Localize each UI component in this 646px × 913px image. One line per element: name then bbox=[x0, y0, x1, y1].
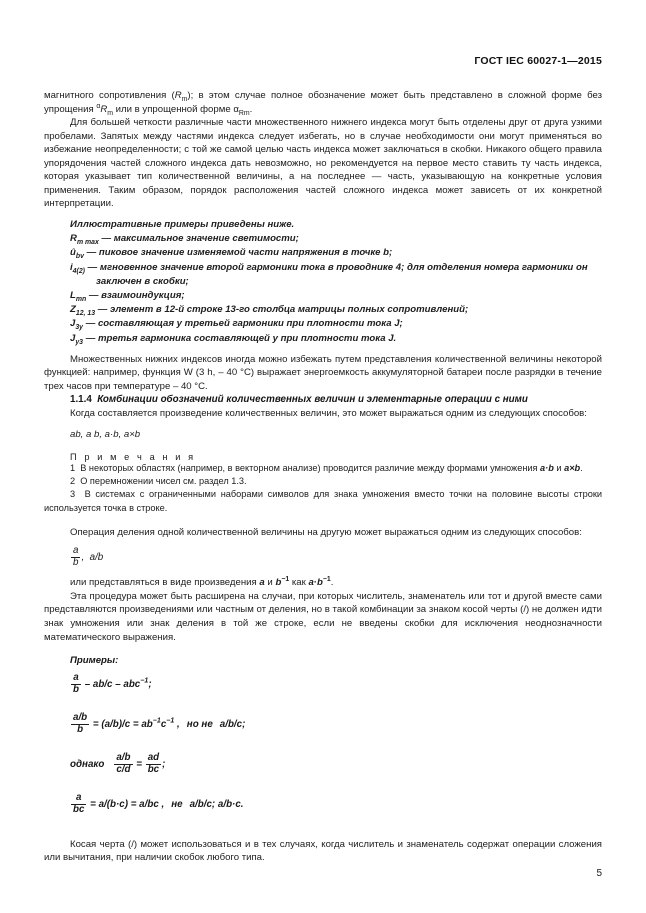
product-forms-line: ab, a b, a·b, a×b bbox=[70, 428, 141, 440]
pis-expr-dot: · bbox=[313, 577, 318, 589]
paragraph-7: Эта процедура может быть расширена на случаи, при которых числитель, знаменатель или тот и другой вместе сами представляются произведениями или частным от деления, но в такой комбинации за знаком косой черты (/) не должен идти знак умножения или знак деления в той же строке, если не введены скобки для исключения неоднозначности математического выражения. bbox=[44, 590, 602, 643]
eq3-numerator: a/b bbox=[116, 751, 131, 763]
paragraph-6: Операция деления одной количественной величины на другую может выражаться одним из следующих способов: bbox=[70, 526, 582, 538]
eq2-numerator: a/b bbox=[73, 712, 88, 723]
example-item bbox=[70, 232, 602, 247]
fraction-numerator: a bbox=[73, 545, 79, 557]
page-content bbox=[44, 55, 602, 865]
section-title: Комбинации обозначений количественных величин и элементарные операции с ними bbox=[97, 394, 528, 406]
example-subscript: bv bbox=[75, 253, 84, 261]
section-number: 1.1.4 bbox=[70, 394, 92, 406]
division-forms-line bbox=[44, 546, 602, 569]
page-number: 5 bbox=[596, 868, 602, 879]
eq4-tail: a/b/c; a/b·c. bbox=[189, 798, 244, 810]
pis-end: . bbox=[330, 577, 334, 589]
note-text: В системах с ограниченными наборами символов для знака умножения вместо точки на половине высоты строки используется точка в строке. bbox=[44, 489, 602, 513]
eq3-numerator-2: ad bbox=[147, 751, 160, 763]
example-subscript: 12, 13 bbox=[75, 310, 96, 318]
eq4-rest: = a/(b·c) = a/bc , bbox=[87, 798, 165, 810]
eq3-fraction-right bbox=[146, 753, 161, 776]
example-symbol: L bbox=[70, 289, 76, 301]
example-text: — элемент в 12-й строке 13-го столбца матрицы полных сопротивлений; bbox=[95, 304, 469, 316]
fraction-denominator: b bbox=[73, 557, 79, 569]
equation-2 bbox=[44, 713, 602, 736]
paragraph-4: Множественных нижних индексов иногда можно избежать путем представления количественной величины некоторой функцией: например, функция W (3 h, – 40 °C) выражает энергоемкость аккумуляторной батареи после разрядки в течение трех часов при температуре – 40 °C. bbox=[44, 353, 602, 392]
example-subscript: m max bbox=[76, 239, 99, 247]
eq2-exponent-1: −1 bbox=[152, 717, 161, 725]
pis-expr-b: b bbox=[317, 577, 323, 589]
note-item bbox=[44, 488, 602, 514]
note-text-post: . bbox=[580, 463, 583, 474]
eq2-rest: = (a/b)/c = ab bbox=[90, 718, 153, 730]
note-number: 2 bbox=[70, 476, 76, 487]
eq1-numerator: a bbox=[73, 672, 79, 684]
eq1-rest: – ab/c – abc bbox=[81, 678, 141, 690]
p1-sub-Rm: Rm bbox=[238, 109, 250, 117]
examples-intro: Иллюстративные примеры приведены ниже. bbox=[70, 218, 295, 230]
example-item bbox=[70, 303, 602, 318]
paragraph-2: Для большей четкости различные части множественного нижнего индекса могут быть отделены друг от друга узкими пробелами. Запятых между частями индекса следует избегать, но в случае необходимости они могут применяться во избежание неопределенности; с той же самой целью часть индекса может заключаться в скобки. Никакого общего правила упорядочения частей сложного индекса дать невозможно, но рекомендуется на первое место ставить ту часть индекса, которая указывает тип количественной величины, а на последнее — часть, указывающую на конкретные условия применения. Таким образом, порядок расположения частей сложного индекса может зависеть от их конкретной интерпретации. bbox=[44, 117, 602, 210]
note-item bbox=[44, 462, 602, 475]
example-symbol: Z bbox=[70, 304, 76, 316]
note-conj: и bbox=[553, 463, 565, 474]
example-subscript: mn bbox=[75, 295, 87, 303]
example-symbol: J bbox=[70, 332, 76, 344]
p1-text-a: магнитного сопротивления ( bbox=[44, 90, 175, 101]
pis-b-exp: −1 bbox=[281, 576, 290, 584]
eq4-note: не bbox=[171, 798, 183, 810]
eq2-exponent-2: −1 bbox=[166, 717, 175, 725]
pis-b: b bbox=[275, 577, 282, 589]
example-symbol: J bbox=[70, 318, 76, 330]
eq3-lead: однако bbox=[70, 758, 105, 770]
pis-mid: и bbox=[264, 577, 276, 589]
eq2-rest-2: c bbox=[160, 718, 167, 730]
page-header-standard-id: ГОСТ IEC 60027-1—2015 bbox=[474, 55, 602, 67]
example-text: — взаимоиндукция; bbox=[86, 289, 185, 301]
eq2-note: но не bbox=[186, 718, 213, 730]
pis-a: a bbox=[259, 577, 265, 589]
paragraph-8: Косая черта (/) может использоваться и в тех случаях, когда числитель и знаменатель содержат операции сложения или вычитания, при наличии скобок любого типа. bbox=[44, 838, 602, 864]
pis-expr-exp: −1 bbox=[322, 576, 331, 584]
equation-4 bbox=[44, 793, 602, 816]
example-text: — мгновенное значение второй гармоники тока в проводнике 4; для отделения номера гармоники он заключен в скобки; bbox=[84, 261, 588, 287]
note-text: О перемножении чисел см. раздел 1.3. bbox=[80, 476, 247, 487]
example-subscript: 3y bbox=[75, 324, 84, 332]
example-item bbox=[70, 246, 602, 261]
pis-pre: или представляться в виде произведения bbox=[70, 577, 260, 589]
example-item bbox=[70, 317, 602, 332]
eq3-denominator-2: bc bbox=[147, 763, 160, 775]
p1-text-c: или в упрощенной форме α bbox=[113, 103, 239, 115]
section-heading bbox=[44, 393, 602, 407]
notes-title: П р и м е ч а н и я bbox=[70, 452, 196, 463]
eq1-fraction bbox=[71, 673, 81, 696]
example-item bbox=[70, 332, 602, 346]
eq2-tail: a/b/c; bbox=[219, 718, 246, 730]
fraction-a-over-b bbox=[71, 546, 80, 569]
division-comma: , bbox=[81, 552, 90, 564]
note-form-b: a×b bbox=[564, 463, 581, 474]
eq3-terminator: ; bbox=[162, 758, 166, 770]
example-text: — составляющая y третьей гармоники при плотности тока J; bbox=[83, 318, 403, 330]
example-text: — максимальное значение светимости; bbox=[98, 233, 299, 245]
pis-expr-a: a bbox=[308, 577, 314, 589]
eq3-denominator: c/d bbox=[116, 763, 131, 775]
p1-symbol-R: R bbox=[174, 90, 182, 101]
note-item bbox=[44, 475, 602, 488]
eq1-exponent: −1 bbox=[140, 677, 149, 685]
equation-1 bbox=[44, 673, 602, 696]
example-symbol: R bbox=[70, 233, 77, 245]
division-inline-form: a/b bbox=[89, 552, 104, 564]
note-text: В некоторых областях (например, в векторном анализе) проводится различие между формами умножения bbox=[80, 463, 541, 474]
eq2-rest-3: , bbox=[174, 718, 180, 730]
note-number: 1 bbox=[70, 463, 76, 474]
example-item bbox=[70, 261, 602, 289]
example-item bbox=[70, 289, 602, 303]
eq1-terminator: ; bbox=[148, 678, 152, 690]
example-symbol: i bbox=[70, 261, 73, 273]
p1-text-d: . bbox=[249, 103, 253, 115]
example-text: — третья гармоника составляющей y при плотности тока J. bbox=[83, 332, 397, 344]
p1-text-b: ); в этом случае полное обозначение может быть представлено в сложной форме без упрощения bbox=[44, 90, 602, 115]
eq4-fraction bbox=[71, 793, 86, 816]
example-symbol: û bbox=[70, 247, 76, 259]
examples-label: Примеры: bbox=[70, 655, 119, 667]
eq3-fraction-left bbox=[114, 753, 132, 776]
paragraph-5: Когда составляется произведение количественных величин, это может выражаться одним из следующих способов: bbox=[70, 407, 587, 419]
note-number: 3 bbox=[70, 489, 76, 500]
example-subscript: y3 bbox=[75, 338, 84, 346]
p1-symbol-R2: R bbox=[100, 103, 108, 115]
eq2-fraction bbox=[71, 713, 89, 736]
eq2-denominator: b bbox=[71, 724, 89, 736]
note-form-a: a·b bbox=[540, 463, 554, 474]
pis-as: как bbox=[289, 577, 309, 589]
p1-symbol-R-sub: m bbox=[181, 95, 188, 103]
eq1-denominator: b bbox=[73, 684, 79, 696]
p1-alpha-pre: α bbox=[96, 102, 101, 110]
equation-3 bbox=[44, 753, 602, 776]
product-inverse-sentence bbox=[44, 576, 602, 590]
eq4-denominator: bc bbox=[73, 803, 85, 815]
example-subscript: 4(2) bbox=[72, 267, 85, 275]
p1-symbol-R2-sub: m bbox=[107, 109, 114, 117]
eq4-numerator: a bbox=[75, 791, 82, 803]
paragraph-1 bbox=[44, 89, 602, 116]
eq3-equals: = bbox=[133, 758, 145, 770]
illustrative-examples-list bbox=[44, 218, 602, 346]
example-text: — пиковое значение изменяемой части напряжения в точке b; bbox=[83, 247, 393, 259]
